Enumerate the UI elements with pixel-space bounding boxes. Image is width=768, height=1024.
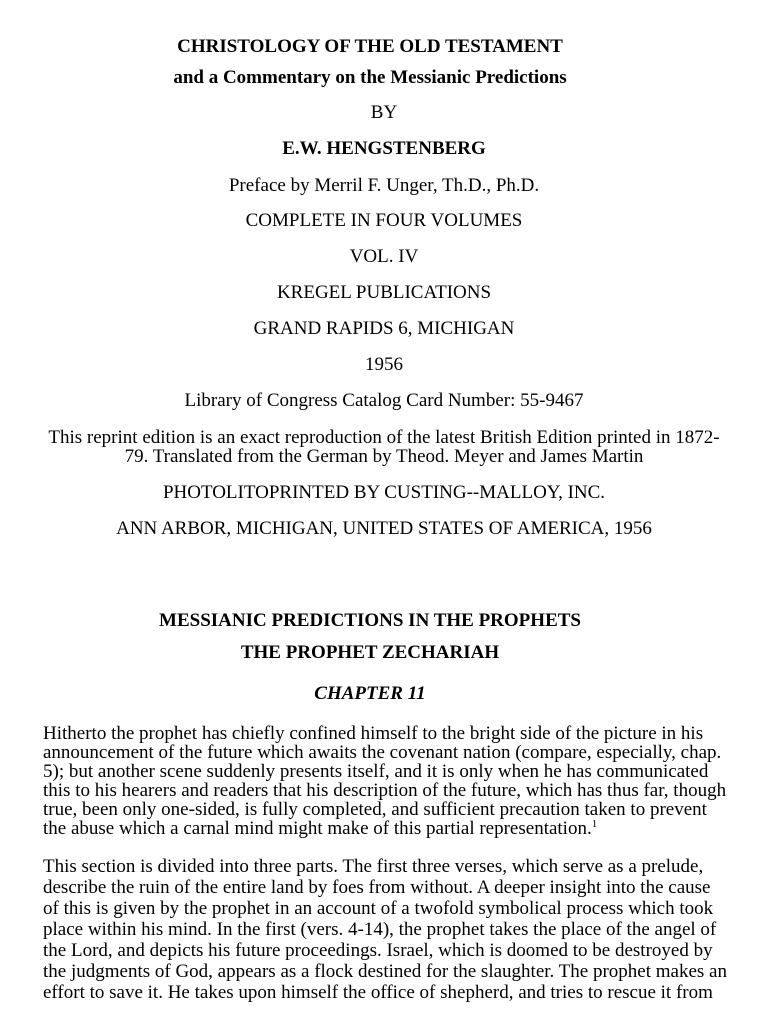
by-line: BY	[370, 102, 398, 123]
paragraph-line: the judgments of God, appears as a flock destined for the slaughter. The prophet makes an	[43, 961, 727, 982]
paragraph-line: describe the ruin of the entire land by foes from without. A deeper insight into the cause	[43, 877, 711, 898]
author-name: E.W. HENGSTENBERG	[282, 138, 486, 159]
paragraph-line: the Lord, and depicts his future proceedings. Israel, which is doomed to be destroyed by	[43, 940, 713, 961]
paragraph-line: Hitherto the prophet has chiefly confined himself to the bright side of the picture in his	[43, 723, 704, 744]
paragraph-line: effort to save it. He takes upon himself the office of shepherd, and tries to rescue it from	[43, 982, 713, 1003]
reprint-note-line: 79. Translated from the German by Theod. Meyer and James Martin	[124, 446, 644, 467]
publisher-name: KREGEL PUBLICATIONS	[276, 282, 492, 303]
paragraph-line-text: the abuse which a carnal mind might make of this partial representation.	[43, 818, 592, 839]
volume-label: VOL. IV	[349, 246, 419, 267]
printer-credit: PHOTOLITOPRINTED BY CUSTING--MALLOY, INC.	[162, 482, 606, 503]
footnote-ref: 1	[591, 818, 598, 830]
book-title: CHRISTOLOGY OF THE OLD TESTAMENT	[177, 36, 563, 57]
reprint-note-line: This reprint edition is an exact reproduction of the latest British Edition printed in 1872-	[48, 427, 720, 448]
paragraph-line: this to his hearers and readers that his description of the future, which has thus far, though	[43, 780, 727, 801]
paragraph-line: of this is given by the prophet in an account of a twofold symbolical process which took	[43, 898, 714, 919]
catalog-number: Library of Congress Catalog Card Number: 55-9467	[184, 390, 584, 411]
section-heading: MESSIANIC PREDICTIONS IN THE PROPHETS	[159, 610, 581, 631]
paragraph-line	[43, 818, 597, 840]
publication-year: 1956	[365, 354, 403, 375]
printer-location: ANN ARBOR, MICHIGAN, UNITED STATES OF AMERICA, 1956	[116, 518, 652, 539]
section-subheading: THE PROPHET ZECHARIAH	[240, 642, 500, 663]
paragraph-line: This section is divided into three parts. The first three verses, which serve as a prelude,	[43, 856, 704, 877]
publisher-location: GRAND RAPIDS 6, MICHIGAN	[253, 318, 515, 339]
paragraph-line: 5); but another scene suddenly presents itself, and it is only when he has communicated	[43, 761, 709, 782]
preface-credit: Preface by Merril F. Unger, Th.D., Ph.D.	[228, 175, 540, 196]
chapter-heading: CHAPTER 11	[314, 683, 426, 704]
edition-note: COMPLETE IN FOUR VOLUMES	[245, 210, 523, 231]
paragraph-line: place within his mind. In the first (vers. 4-14), the prophet takes the place of the angel of	[43, 919, 717, 940]
paragraph-line: announcement of the future which awaits the covenant nation (compare, especially, chap.	[43, 742, 722, 763]
paragraph-line: true, been only one-sided, is fully completed, and sufficient precaution taken to prevent	[43, 799, 707, 820]
book-subtitle: and a Commentary on the Messianic Predictions	[173, 67, 567, 88]
